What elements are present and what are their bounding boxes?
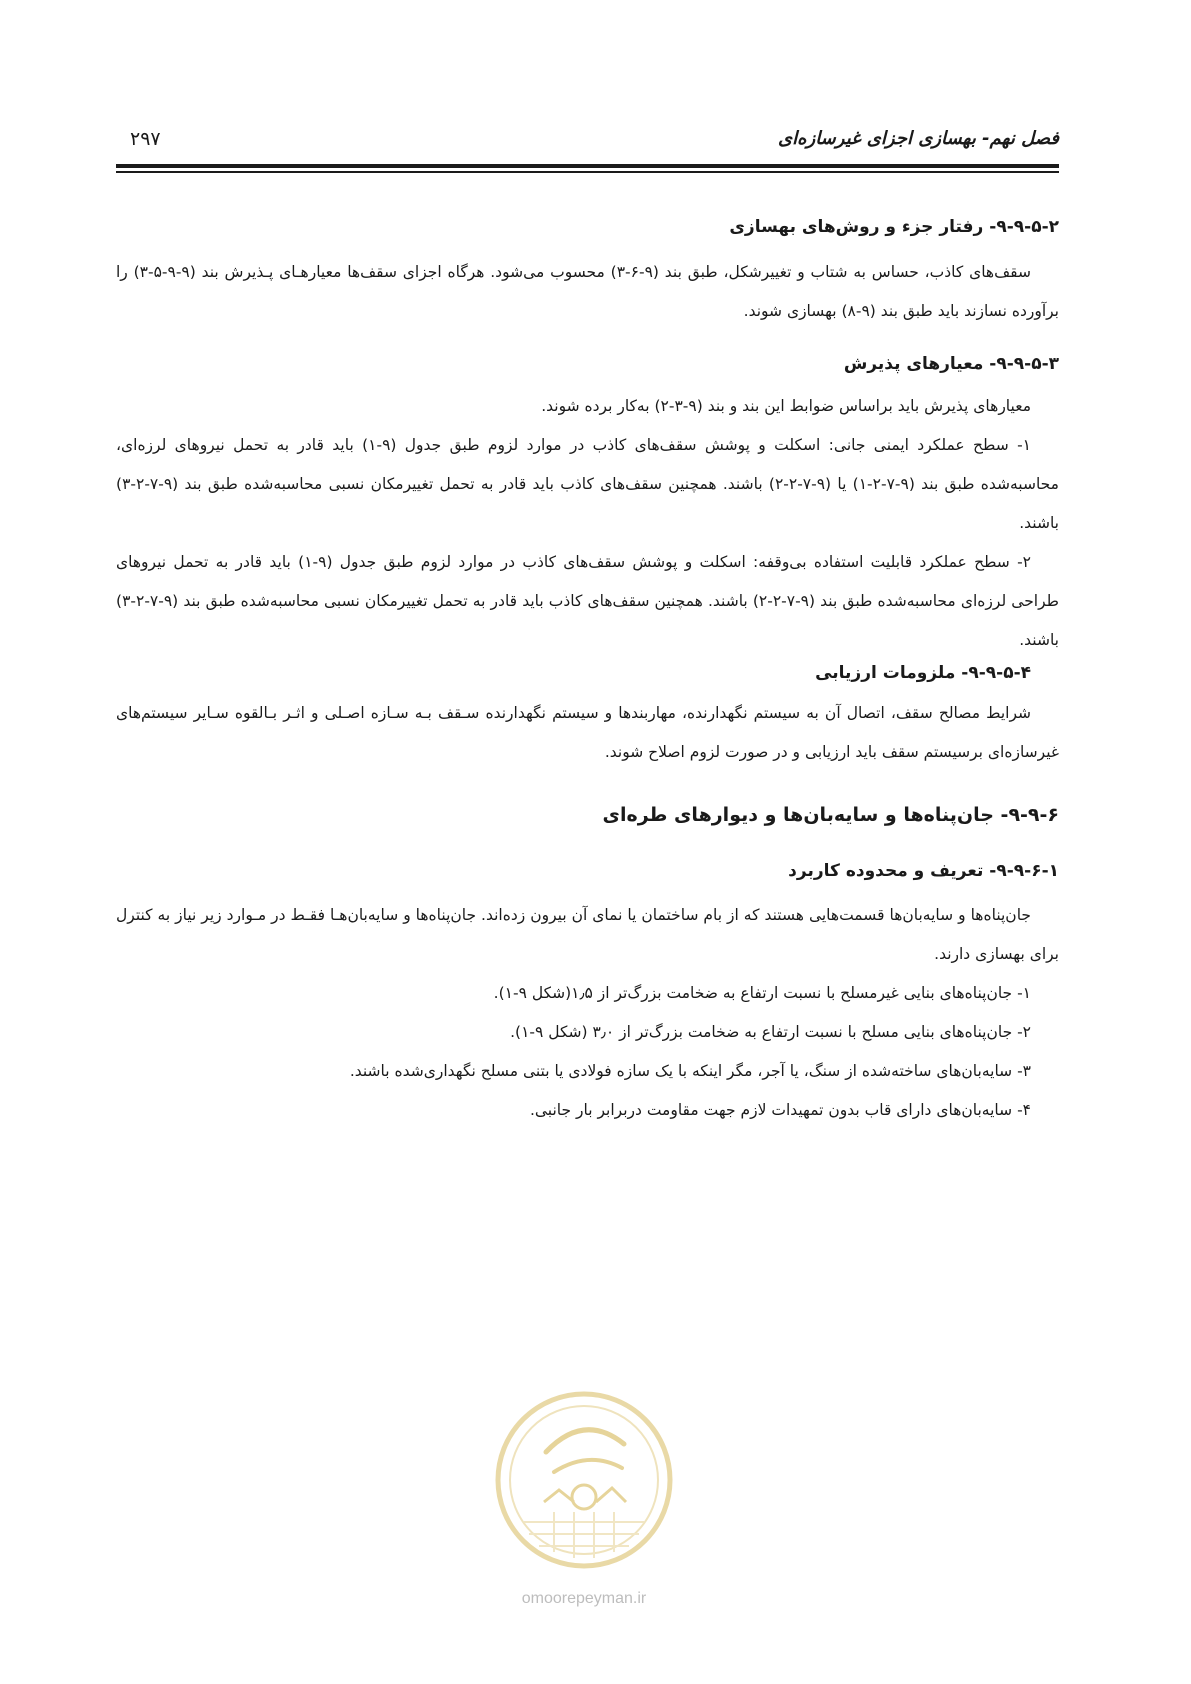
page-number: ۲۹۷ <box>130 128 161 150</box>
page-body <box>116 214 1059 1130</box>
watermark <box>484 1372 684 1622</box>
list-item: ۴- سایه‌بان‌های دارای قاب بدون تمهیدات لازم جهت مقاومت دربرابر بار جانبی. <box>529 1101 1031 1119</box>
paragraph: شرایط مصالح سقف، اتصال آن به سیستم نگهدارنده، مهاربندها و سیستم نگهدارنده سـقف بـه سـازه اصـلی و اثـر بـالقوه سـایر سیستم‌های غیرسازه‌ای برسیستم سقف باید ارزیابی و در صورت لزوم اصلاح شوند. <box>116 704 1059 761</box>
page-header <box>116 128 1059 158</box>
header-rule-thin <box>116 171 1059 173</box>
paragraph: سقف‌های کاذب، حساس به شتاب و تغییرشکل، طبق بند (۹-۶-۳) محسوب می‌شود. هرگاه اجزای سقف‌ها معیارهـای پـذیرش بند (۹-۹-۵-۳) را برآورده نسازند باید طبق بند (۹-۸) بهسازی شوند. <box>116 263 1059 320</box>
paragraph: جان‌پناه‌ها و سایه‌بان‌ها قسمت‌هایی هستند که از بام ساختمان یا نمای آن بیرون زده‌اند. جان‌پناه‌ها و سایه‌بان‌هـا فقـط در مـوارد زیر نیاز به کنترل برای بهسازی دارند. <box>116 906 1059 963</box>
paragraph: ۲- سطح عملکرد قابلیت استفاده بی‌وقفه: اسکلت و پوشش سقف‌های کاذب در موارد لزوم طبق جدول (۹-۱) باید قادر به تحمل نیروهای طراحی لرزه‌ای محاسبه‌شده طبق بند (۹-۷-۲-۲) باشند. همچنین سقف‌های کاذب باید قادر به تحمل تغییرمکان نسبی محاسبه‌شده طبق بند (۹-۷-۲-۳) باشند. <box>116 553 1059 649</box>
main-section-heading: ۹-۹-۶- جان‌پناه‌ها و سایه‌بان‌ها و دیوارهای طره‌ای <box>602 804 1059 826</box>
section-heading: ۹-۹-۶-۱- تعریف و محدوده کاربرد <box>788 861 1059 881</box>
section-heading: ۹-۹-۵-۲- رفتار جزء و روش‌های بهسازی <box>729 217 1059 237</box>
paragraph: معیارهای پذیرش باید براساس ضوابط این بند و بند (۹-۳-۲) به‌کار برده شوند. <box>541 397 1031 415</box>
section-heading: ۹-۹-۵-۳- معیارهای پذیرش <box>843 354 1059 374</box>
chapter-title: فصل نهم- بهسازی اجزای غیرسازه‌ای <box>777 128 1059 149</box>
list-item: ۱- جان‌پناه‌های بنایی غیرمسلح با نسبت ارتفاع به ضخامت بزرگ‌تر از ۱٫۵(شکل ۹-۱). <box>493 984 1031 1002</box>
list-item: ۲- جان‌پناه‌های بنایی مسلح با نسبت ارتفاع به ضخامت بزرگ‌تر از ۳٫۰ (شکل ۹-۱). <box>510 1023 1031 1041</box>
paragraph: ۱- سطح عملکرد ایمنی جانی: اسکلت و پوشش سقف‌های کاذب در موارد لزوم طبق جدول (۹-۱) باید قادر به تحمل نیروهای لرزه‌ای، محاسبه‌شده طبق بند (۹-۷-۲-۱) یا (۹-۷-۲-۲) باشند. همچنین سقف‌های کاذب باید قادر به تحمل تغییرمکان نسبی محاسبه‌شده طبق بند (۹-۷-۲-۳) باشند. <box>116 436 1059 532</box>
watermark-text: omoorepeyman.ir <box>521 1590 647 1607</box>
header-rule-thick <box>116 164 1059 168</box>
section-heading: ۹-۹-۵-۴- ملزومات ارزیابی <box>815 663 1031 683</box>
list-item: ۳- سایه‌بان‌های ساخته‌شده از سنگ، یا آجر، مگر اینکه با یک سازه فولادی یا بتنی مسلح نگهداری‌شده باشند. <box>349 1062 1031 1080</box>
watermark-seal-icon <box>484 1372 684 1587</box>
